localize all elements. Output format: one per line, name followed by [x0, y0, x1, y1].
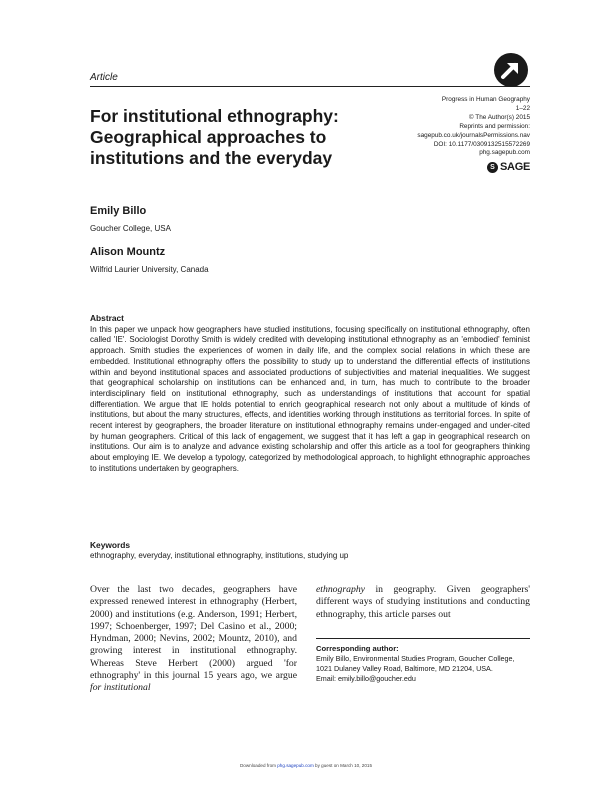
sage-mark-icon: S: [487, 162, 498, 173]
footer-suffix: by guest on March 10, 2015: [313, 763, 373, 768]
reprints-label: Reprints and permission:: [459, 122, 530, 130]
body-column-left: [90, 584, 297, 695]
abstract-section: [90, 313, 530, 475]
body-text: in geography. Given geographers' different ways of studying institutions and conducting ethnography, this article parses out: [316, 584, 530, 620]
article-type-label: Article: [90, 72, 118, 83]
journal-site-link[interactable]: phg.sagepub.com: [479, 149, 530, 157]
reprints-link[interactable]: sagepub.co.uk/journalsPermissions.nav: [417, 131, 530, 139]
sage-wordmark: SAGE: [500, 161, 530, 173]
author-affiliation: Goucher College, USA: [90, 224, 171, 233]
keywords-list: ethnography, everyday, institutional ethnography, institutions, studying up: [90, 550, 349, 560]
author-affiliation: Wilfrid Laurier University, Canada: [90, 265, 209, 274]
copyright: © The Author(s) 2015: [468, 113, 530, 121]
keywords-heading: Keywords: [90, 540, 131, 550]
body-text: Over the last two decades, geographers have expressed renewed interest in ethnography (Herbert, 2000) and institutions (e.g. Anderson, 1991; Herbert, 1997; Schoenberger, 1997; Del Casino et al., 2000; Hyndman, 2000; Nevins, 2002; Mountz, 2010), and growing interest in institutional ethnography. Whereas Steve Herbert (2000) argued 'for ethnography' in this journal 15 years ago, we argue: [90, 584, 297, 682]
author-name: Emily Billo: [90, 205, 147, 217]
journal-metadata: [370, 96, 530, 158]
body-paragraph: [90, 584, 297, 695]
correspondence-heading: Corresponding author:: [316, 644, 399, 653]
doi[interactable]: DOI: 10.1177/0309132515572269: [433, 140, 530, 148]
keywords-section: [90, 540, 530, 561]
author-name: Alison Mountz: [90, 246, 166, 258]
body-emphasis: ethnography: [316, 584, 365, 595]
article-title: For institutional ethnography: Geographical approaches to institutions and the everyday: [90, 106, 339, 168]
sage-logo: [487, 160, 530, 174]
footer-link[interactable]: phg.sagepub.com: [277, 763, 314, 768]
correspondence-email[interactable]: Email: emily.billo@goucher.edu: [316, 673, 416, 683]
abstract-heading: Abstract: [90, 313, 124, 323]
page-range: 1–22: [515, 104, 530, 112]
journal-arrow-logo-icon: [493, 52, 529, 88]
body-emphasis: for institutional: [90, 682, 151, 694]
correspondence-rule: [316, 638, 530, 639]
footer-prefix: Downloaded from: [239, 763, 278, 768]
body-column-right: [316, 584, 530, 621]
correspondence-address: Emily Billo, Environmental Studies Program, Goucher College, 1021 Dulaney Valley Road, Baltimore, MD 21204, USA.: [316, 653, 515, 673]
header-rule: [90, 86, 530, 87]
body-paragraph: [316, 584, 530, 621]
abstract-text: In this paper we unpack how geographers have studied institutions, focusing specifically on institutional ethnography, often called 'IE'. Sociologist Dorothy Smith is widely credited with developing institutional ethnography as an 'embodied' feminist approach. Smith studies the experiences of women in daily life, and the complex social relations in which these are embedded. Institutional ethnography offers the possibility to study up to understand the differential effects of institutions within and beyond institutional spaces and associated productions of subjectivities and material inequalities. We suggest that geographical scholarship on institutions can be enhanced and, in turn, has much to contribute to the broader interdisciplinary field on institutional ethnography, such as understandings of institutions that account for spatial differentiation. We argue that IE holds potential to enrich geographical research not only about a multitude of kinds of institutions, but about the many structures, effects, and identities working through institutions as territorial forces. In spite of recent interest by geographers, the broader literature on institutional ethnography remains under-engaged and under-cited by human geographers. Critical of this lack of engagement, we suggest that it has left a gap in geographical research on institutions. Our aim is to analyze and advance existing scholarship and offer this article as a tool for geographers thinking about employing IE. We develop a typology, categorized by methodological approach, to highlight ethnographic approaches to institutions undertaken by geographers.: [90, 324, 530, 473]
correspondence-block: [316, 644, 530, 684]
download-footer: [0, 763, 612, 768]
journal-name: Progress in Human Geography: [441, 96, 530, 103]
